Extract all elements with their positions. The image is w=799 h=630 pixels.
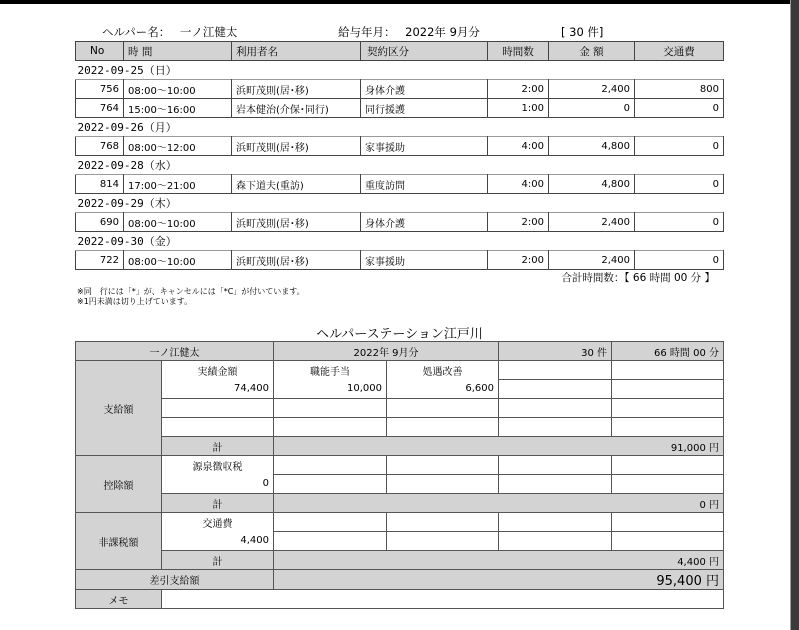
cell-user: 岩本健治(介保･同行) bbox=[232, 99, 361, 118]
nontax-label: 非課税額 bbox=[76, 513, 162, 570]
cell-hours: 4:00 bbox=[488, 137, 549, 156]
cell-time: 08:00～10:00 bbox=[124, 80, 232, 99]
deduction-total: 0 円 bbox=[274, 494, 724, 513]
payment-head: 処遇改善 bbox=[387, 361, 499, 380]
cell-no: 690 bbox=[76, 213, 124, 232]
col-header-user: 利用者名 bbox=[232, 42, 361, 61]
col-header-no: No bbox=[76, 42, 124, 61]
cell-transport: 0 bbox=[635, 175, 724, 194]
cell-no: 756 bbox=[76, 80, 124, 99]
payment-total-label: 計 bbox=[162, 437, 274, 456]
day-header: 2022-09-30（金） bbox=[77, 235, 177, 248]
memo-field[interactable] bbox=[162, 590, 724, 609]
helper-label: ヘルパー名： bbox=[102, 25, 171, 39]
cell-no: 768 bbox=[76, 137, 124, 156]
payment-label: 支給額 bbox=[76, 361, 162, 456]
deduction-value: 0 bbox=[162, 475, 274, 494]
helper-name: 一ノ江健太 bbox=[179, 25, 238, 39]
total-hours: 合計時間数：【 66 時間 00 分 】 bbox=[561, 272, 715, 284]
cell-hours: 2:00 bbox=[488, 80, 549, 99]
cell-time: 08:00～10:00 bbox=[124, 213, 232, 232]
col-header-amount: 金 額 bbox=[549, 42, 635, 61]
col-header-time: 時 間 bbox=[124, 42, 232, 61]
cell-no: 814 bbox=[76, 175, 124, 194]
summary-header-row bbox=[76, 342, 724, 361]
table-header-row bbox=[76, 42, 724, 61]
table-row bbox=[76, 251, 724, 270]
payment-head: 職能手当 bbox=[274, 361, 387, 380]
col-header-contract: 契約区分 bbox=[361, 42, 488, 61]
station-title: ヘルパーステーション江戸川 bbox=[316, 327, 483, 342]
memo-label: メモ bbox=[76, 590, 162, 609]
nontax-total-label: 計 bbox=[162, 551, 274, 570]
cell-amount: 2,400 bbox=[549, 213, 635, 232]
table-row bbox=[76, 213, 724, 232]
vertical-scrollbar[interactable] bbox=[791, 0, 799, 630]
cell-transport: 800 bbox=[635, 80, 724, 99]
payment-value: 10,000 bbox=[274, 380, 387, 399]
summary-period: 2022年 9月分 bbox=[274, 342, 499, 361]
cell-time: 15:00～16:00 bbox=[124, 99, 232, 118]
day-header: 2022-09-25（日） bbox=[77, 64, 177, 77]
table-row bbox=[76, 80, 724, 99]
payment-head: 実績金額 bbox=[162, 361, 274, 380]
note-line: ※1円未満は切り上げています。 bbox=[77, 297, 193, 306]
nontax-total: 4,400 円 bbox=[274, 551, 724, 570]
nontax-value: 4,400 bbox=[162, 532, 274, 551]
cell-transport: 0 bbox=[635, 99, 724, 118]
table-row bbox=[76, 99, 724, 118]
summary-name: 一ノ江健太 bbox=[76, 342, 274, 361]
cell-time: 08:00～10:00 bbox=[124, 251, 232, 270]
cell-amount: 0 bbox=[549, 99, 635, 118]
cell-amount: 2,400 bbox=[549, 80, 635, 99]
cell-contract: 身体介護 bbox=[361, 80, 488, 99]
cell-amount: 4,800 bbox=[549, 175, 635, 194]
helper-name-header bbox=[102, 24, 237, 40]
payment-value: 6,600 bbox=[387, 380, 499, 399]
table-row bbox=[76, 137, 724, 156]
service-records-table bbox=[75, 41, 724, 270]
cell-amount: 4,800 bbox=[549, 137, 635, 156]
deduction-label: 控除額 bbox=[76, 456, 162, 513]
record-count: [ 30 件] bbox=[561, 25, 604, 39]
footnotes bbox=[77, 287, 305, 307]
payslip-page bbox=[0, 4, 790, 630]
deduction-head: 源泉徴収税 bbox=[162, 456, 274, 475]
cell-hours: 1:00 bbox=[488, 99, 549, 118]
cell-hours: 2:00 bbox=[488, 251, 549, 270]
payment-value: 74,400 bbox=[162, 380, 274, 399]
summary-count: 30 件 bbox=[499, 342, 612, 361]
nontax-head: 交通費 bbox=[162, 513, 274, 532]
pay-summary-table bbox=[75, 341, 724, 609]
pay-period-label: 給与年月： bbox=[338, 25, 396, 39]
net-pay-label: 差引支給額 bbox=[76, 570, 274, 590]
cell-hours: 4:00 bbox=[488, 175, 549, 194]
cell-time: 17:00～21:00 bbox=[124, 175, 232, 194]
deduction-total-label: 計 bbox=[162, 494, 274, 513]
cell-contract: 重度訪問 bbox=[361, 175, 488, 194]
day-header: 2022-09-28（水） bbox=[77, 159, 177, 172]
cell-contract: 家事援助 bbox=[361, 137, 488, 156]
col-header-transport: 交通費 bbox=[635, 42, 724, 61]
cell-user: 浜町茂則(居･移) bbox=[232, 213, 361, 232]
cell-user: 浜町茂則(居･移) bbox=[232, 137, 361, 156]
cell-transport: 0 bbox=[635, 213, 724, 232]
net-pay: 95,400 円 bbox=[274, 570, 724, 590]
cell-user: 浜町茂則(居･移) bbox=[232, 80, 361, 99]
pay-period: 2022年 9月分 bbox=[405, 25, 480, 39]
cell-transport: 0 bbox=[635, 137, 724, 156]
payment-total: 91,000 円 bbox=[274, 437, 724, 456]
cell-time: 08:00～12:00 bbox=[124, 137, 232, 156]
cell-contract: 身体介護 bbox=[361, 213, 488, 232]
cell-no: 722 bbox=[76, 251, 124, 270]
day-header: 2022-09-29（木） bbox=[77, 197, 177, 210]
summary-hours: 66 時間 00 分 bbox=[612, 342, 724, 361]
cell-contract: 同行援護 bbox=[361, 99, 488, 118]
note-line: ※同 行には「*」が、キャンセルには「*C」が付いています。 bbox=[77, 287, 305, 296]
pay-period-header bbox=[338, 24, 480, 40]
cell-amount: 2,400 bbox=[549, 251, 635, 270]
cell-no: 764 bbox=[76, 99, 124, 118]
cell-hours: 2:00 bbox=[488, 213, 549, 232]
col-header-hours: 時間数 bbox=[488, 42, 549, 61]
table-row bbox=[76, 175, 724, 194]
cell-contract: 家事援助 bbox=[361, 251, 488, 270]
cell-user: 森下道夫(重訪) bbox=[232, 175, 361, 194]
cell-user: 浜町茂則(居･移) bbox=[232, 251, 361, 270]
day-header: 2022-09-26（月） bbox=[77, 121, 177, 134]
cell-transport: 0 bbox=[635, 251, 724, 270]
